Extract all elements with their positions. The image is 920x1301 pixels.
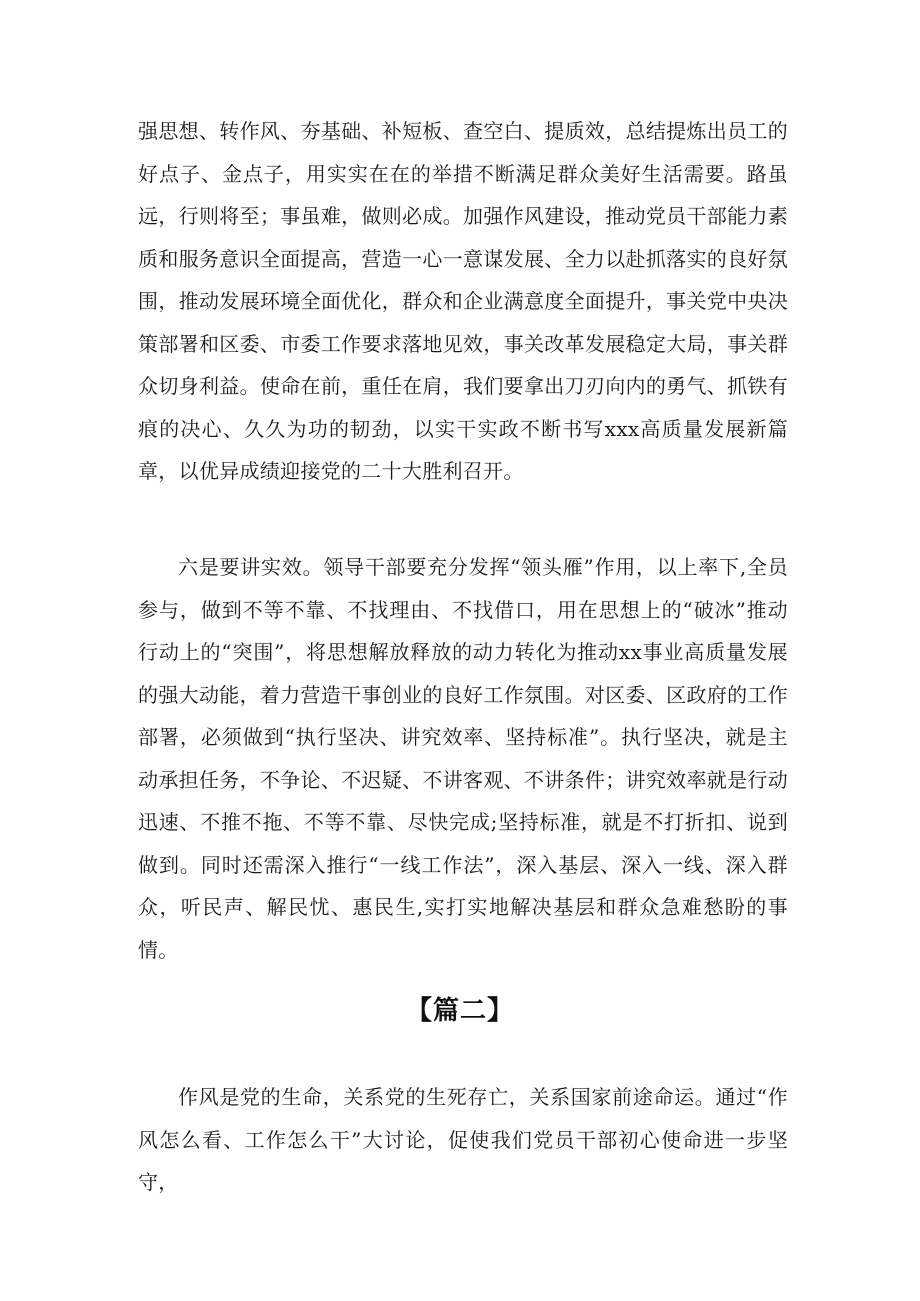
body-paragraph-1: 强思想、转作风、夯基础、补短板、查空白、提质效，总结提炼出员工的好点子、金点子，用实实在在的举措不断满足群众美好生活需要。路虽远，行则将至；事虽难，做则必成。加强作风建设，推动党员干部能力素质和服务意识全面提高，营造一心一意谋发展、全力以赴抓落实的良好氛围，推动发展环境全面优化，群众和企业满意度全面提升，事关党中央决策部署和区委、市委工作要求落地见效，事关改革发展稳定大局，事关群众切身利益。使命在前，重任在肩，我们要拿出刀刃向内的勇气、抓铁有痕的决心、久久为功的韧劲，以实干实政不断书写xxx高质量发展新篇章，以优异成绩迎接党的二十大胜利召开。	[138, 119, 788, 483]
body-paragraph-3: 作风是党的生命，关系党的生死存亡，关系国家前途命运。通过“作风怎么看、工作怎么干”大讨论，促使我们党员干部初心使命进一步坚守，	[138, 1085, 788, 1194]
section-heading: 【篇二】	[405, 996, 514, 1026]
body-paragraph-2: 六是要讲实效。领导干部要充分发挥“领头雁”作用，以上率下,全员参与，做到不等不靠、不找理由、不找借口，用在思想上的“破冰”推动行动上的“突围”，将思想解放释放的动力转化为推动xx事业高质量发展的强大动能，着力营造干事创业的良好工作氛围。对区委、区政府的工作部署，必须做到“执行坚决、讲究效率、坚持标准”。执行坚决，就是主动承担任务，不争论、不迟疑、不讲客观、不讲条件；讲究效率就是行动迅速、不推不拖、不等不靠、尽快完成;坚持标准，就是不打折扣、说到做到。同时还需深入推行“一线工作法”，深入基层、深入一线、深入群众，听民声、解民忧、惠民生,实打实地解决基层和群众急难愁盼的事情。	[138, 555, 788, 962]
